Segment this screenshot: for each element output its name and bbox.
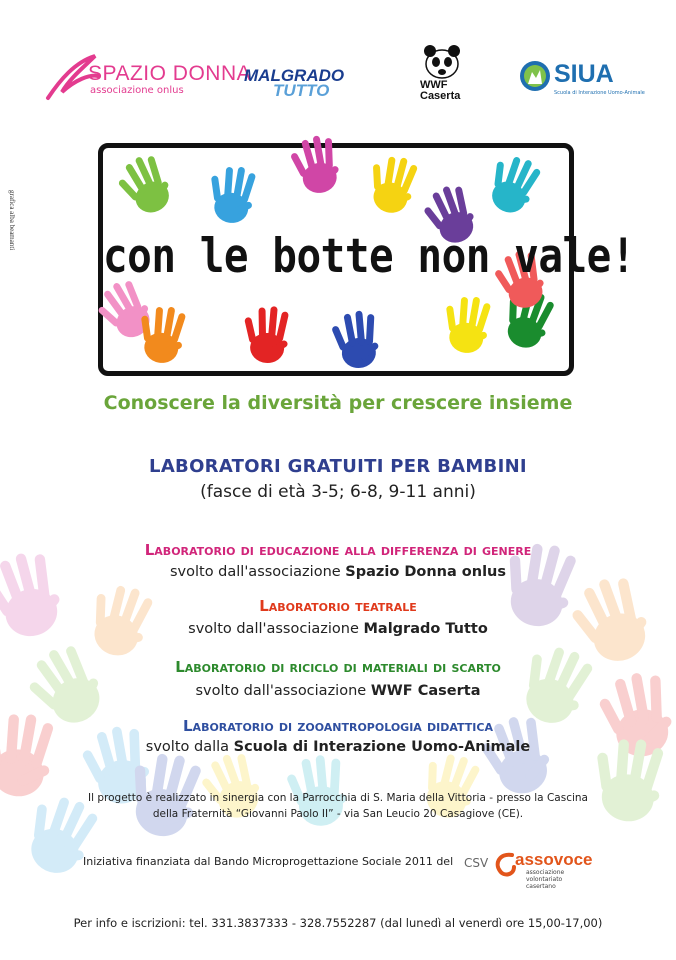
lab-organizer-1 bbox=[0, 564, 676, 580]
tagline: Conoscere la diversità per crescere insieme bbox=[103, 392, 573, 414]
malgrado-tutto-logo bbox=[240, 64, 370, 104]
lab-title-2: Laboratorio teatrale bbox=[259, 597, 417, 615]
wwf-label: WWF bbox=[420, 79, 448, 91]
title-banner bbox=[98, 143, 636, 376]
lab-title-4: Laboratorio di zooantropologia didattica bbox=[183, 717, 493, 735]
lab-organizer-prefix: svolto dalla bbox=[145, 739, 234, 755]
painted-hand bbox=[111, 150, 178, 221]
siua-name: SIUA bbox=[554, 60, 614, 88]
panda-icon bbox=[422, 42, 462, 80]
lab-organizer-prefix: svolto dall'associazione bbox=[169, 564, 346, 580]
assovoce-name: assovoce bbox=[515, 850, 593, 869]
main-heading: LABORATORI GRATUITI PER BAMBINI bbox=[149, 456, 527, 477]
wwf-logo bbox=[418, 42, 468, 110]
lab-organizer-name: Scuola di Interazione Uomo-Animale bbox=[233, 739, 531, 755]
design-credit bbox=[4, 190, 20, 270]
design-credit-text: grafica alba beamanti bbox=[8, 190, 16, 251]
lab-organizer-prefix: svolto dall'associazione bbox=[195, 683, 371, 699]
siua-subtitle: Scuola di Interazione Uomo-Animale bbox=[554, 90, 645, 96]
contact-info: Per info e iscrizioni: tel. 331.3837333 - 328.7552287 (dal lunedì al venerdì ore 15,00-17,00) bbox=[73, 916, 603, 930]
tutto-text: TUTTO bbox=[273, 81, 330, 100]
painted-hand bbox=[439, 292, 495, 356]
project-note-line-1: Il progetto è realizzato in sinergia con la Parrocchia di S. Maria della Vittoria - presso la Cascina bbox=[88, 792, 588, 804]
csv-label: CSV bbox=[464, 856, 489, 870]
lab-organizer-name: Malgrado Tutto bbox=[363, 621, 488, 637]
assovoce-subtitle-line: associazione bbox=[526, 869, 565, 876]
lab-title-3: Laboratorio di riciclo di materiali di scarto bbox=[175, 658, 501, 676]
project-note-line-2: della Fraternità “Giovanni Paolo II” - via San Leucio 20 Casagiove (CE). bbox=[152, 808, 524, 820]
spazio-donna-subtitle: associazione onlus bbox=[90, 85, 184, 96]
lab-organizer-name: Spazio Donna onlus bbox=[345, 564, 507, 580]
funding-text: Iniziativa finanziata dal Bando Microprogettazione Sociale 2011 del bbox=[83, 855, 454, 868]
spazio-donna-title: SPAZIO DONNA bbox=[88, 62, 252, 85]
painted-hand bbox=[287, 133, 343, 197]
siua-logo bbox=[518, 58, 648, 108]
lab-organizer-prefix: svolto dall'associazione bbox=[188, 621, 364, 637]
lab-organizer-4 bbox=[0, 739, 676, 755]
painted-hand bbox=[362, 150, 422, 217]
siua-emblem-icon bbox=[518, 58, 552, 98]
lab-organizer-3 bbox=[0, 683, 676, 699]
spazio-donna-logo bbox=[40, 50, 252, 108]
assovoce-subtitle-line: casertano bbox=[526, 883, 556, 890]
wwf-city: Caserta bbox=[420, 90, 461, 102]
assovoce-subtitle-line: volontariato bbox=[526, 876, 563, 883]
painted-hand bbox=[240, 304, 292, 365]
banner-title: con le botte non vale! bbox=[103, 228, 636, 284]
csv-assovoce-logo bbox=[464, 850, 593, 893]
lab-organizer-2 bbox=[0, 621, 676, 637]
painted-hand bbox=[479, 148, 546, 219]
age-ranges: (fasce di età 3-5; 6-8, 9-11 anni) bbox=[200, 482, 476, 502]
lab-title-1: Laboratorio di educazione alla differenza di genere bbox=[144, 541, 532, 559]
project-note bbox=[0, 790, 676, 822]
assovoce-subtitle bbox=[526, 869, 564, 890]
lab-organizer-name: WWF Caserta bbox=[370, 683, 481, 699]
malgrado-text: MALGRADO bbox=[244, 66, 345, 85]
painted-hand bbox=[330, 309, 382, 370]
painted-hand bbox=[204, 162, 260, 226]
